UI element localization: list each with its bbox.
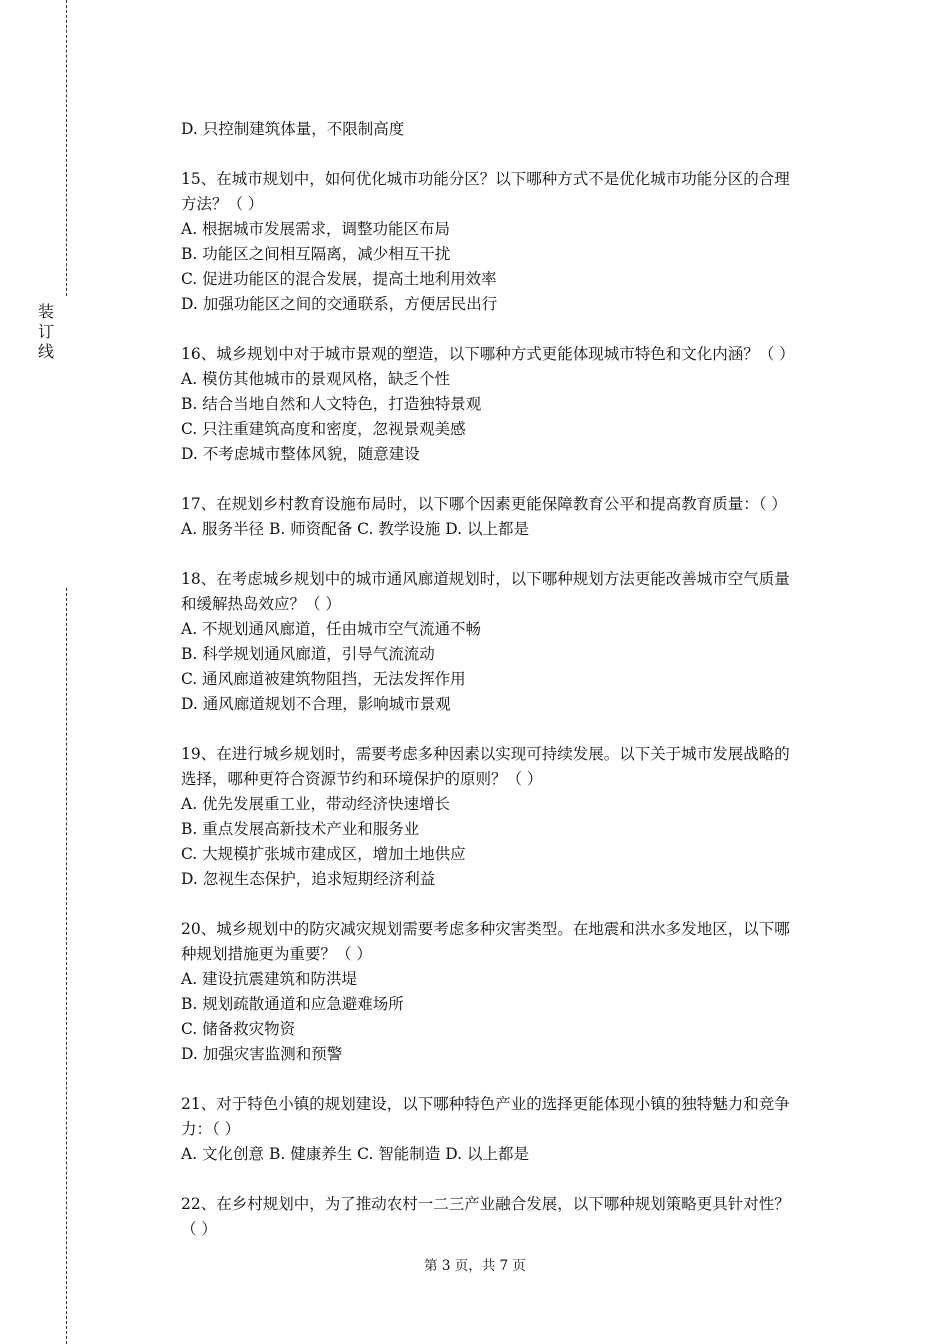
binding-line-top — [66, 0, 67, 296]
question-stem: 种规划措施更为重要？（ ） — [181, 945, 372, 963]
option: B. 功能区之间相互隔离，减少相互干扰 — [181, 245, 451, 263]
binding-label-char: 装 — [37, 302, 54, 321]
question-stem: 17、在规划乡村教育设施布局时，以下哪个因素更能保障教育公平和提高教育质量：（ ） — [181, 495, 787, 513]
option: C. 储备救灾物资 — [181, 1020, 296, 1038]
page-footer — [0, 1256, 950, 1276]
option: A. 不规划通风廊道，任由城市空气流通不畅 — [181, 620, 482, 638]
question-stem: 选择，哪种更符合资源节约和环境保护的原则？（ ） — [181, 770, 543, 788]
question-18 — [181, 567, 841, 717]
option: B. 重点发展高新技术产业和服务业 — [181, 820, 420, 838]
option: A. 根据城市发展需求，调整功能区布局 — [181, 220, 451, 238]
option: C. 促进功能区的混合发展，提高土地利用效率 — [181, 270, 497, 288]
exam-content — [181, 117, 841, 1242]
option: A. 服务半径 B. 师资配备 C. 教学设施 D. 以上都是 — [181, 520, 529, 538]
option: D. 不考虑城市整体风貌，随意建设 — [181, 445, 420, 463]
option: B. 科学规划通风廊道，引导气流流动 — [181, 645, 435, 663]
question-stem: 16、城乡规划中对于城市景观的塑造，以下哪种方式更能体现城市特色和文化内涵？（ ） — [181, 345, 795, 363]
option: D. 加强功能区之间的交通联系，方便居民出行 — [181, 295, 498, 313]
option: B. 规划疏散通道和应急避难场所 — [181, 995, 404, 1013]
question-stem: 20、城乡规划中的防灾减灾规划需要考虑多种灾害类型。在地震和洪水多发地区，以下哪 — [181, 920, 790, 938]
question-20 — [181, 917, 841, 1067]
option: A. 建设抗震建筑和防洪堤 — [181, 970, 358, 988]
page-number: 第 3 页，共 7 页 — [424, 1258, 526, 1274]
option: A. 优先发展重工业，带动经济快速增长 — [181, 795, 451, 813]
question-stem: 方法？（ ） — [181, 195, 264, 213]
question-19 — [181, 742, 841, 892]
option: C. 通风廊道被建筑物阻挡，无法发挥作用 — [181, 670, 466, 688]
option: D. 忽视生态保护，追求短期经济利益 — [181, 870, 436, 888]
question-stem: （ ） — [181, 1220, 217, 1238]
option: D. 加强灾害监测和预警 — [181, 1045, 343, 1063]
binding-label — [36, 302, 56, 362]
leading-option: D. 只控制建筑体量，不限制高度 — [181, 120, 405, 138]
option: C. 大规模扩张城市建成区，增加土地供应 — [181, 845, 466, 863]
question-22 — [181, 1192, 841, 1242]
question-stem: 19、在进行城乡规划时，需要考虑多种因素以实现可持续发展。以下关于城市发展战略的 — [181, 745, 790, 763]
question-stem: 15、在城市规划中，如何优化城市功能分区？以下哪种方式不是优化城市功能分区的合理 — [181, 170, 790, 188]
question-stem: 力：（ ） — [181, 1120, 241, 1138]
question-stem: 和缓解热岛效应？（ ） — [181, 595, 341, 613]
question-15 — [181, 167, 841, 317]
option: A. 模仿其他城市的景观风格，缺乏个性 — [181, 370, 451, 388]
option: B. 结合当地自然和人文特色，打造独特景观 — [181, 395, 482, 413]
binding-label-char: 线 — [37, 342, 54, 361]
option: A. 文化创意 B. 健康养生 C. 智能制造 D. 以上都是 — [181, 1145, 529, 1163]
option: D. 通风廊道规划不合理，影响城市景观 — [181, 695, 451, 713]
question-21 — [181, 1092, 841, 1167]
question-16 — [181, 342, 841, 467]
binding-line-bottom — [66, 588, 67, 1344]
question-17 — [181, 492, 841, 542]
question-stem: 18、在考虑城乡规划中的城市通风廊道规划时，以下哪种规划方法更能改善城市空气质量 — [181, 570, 790, 588]
option: C. 只注重建筑高度和密度，忽视景观美感 — [181, 420, 466, 438]
binding-label-char: 订 — [37, 322, 54, 341]
question-stem: 21、对于特色小镇的规划建设，以下哪种特色产业的选择更能体现小镇的独特魅力和竞争 — [181, 1095, 790, 1113]
question-stem: 22、在乡村规划中，为了推动农村一二三产业融合发展，以下哪种规划策略更具针对性？ — [181, 1195, 790, 1213]
